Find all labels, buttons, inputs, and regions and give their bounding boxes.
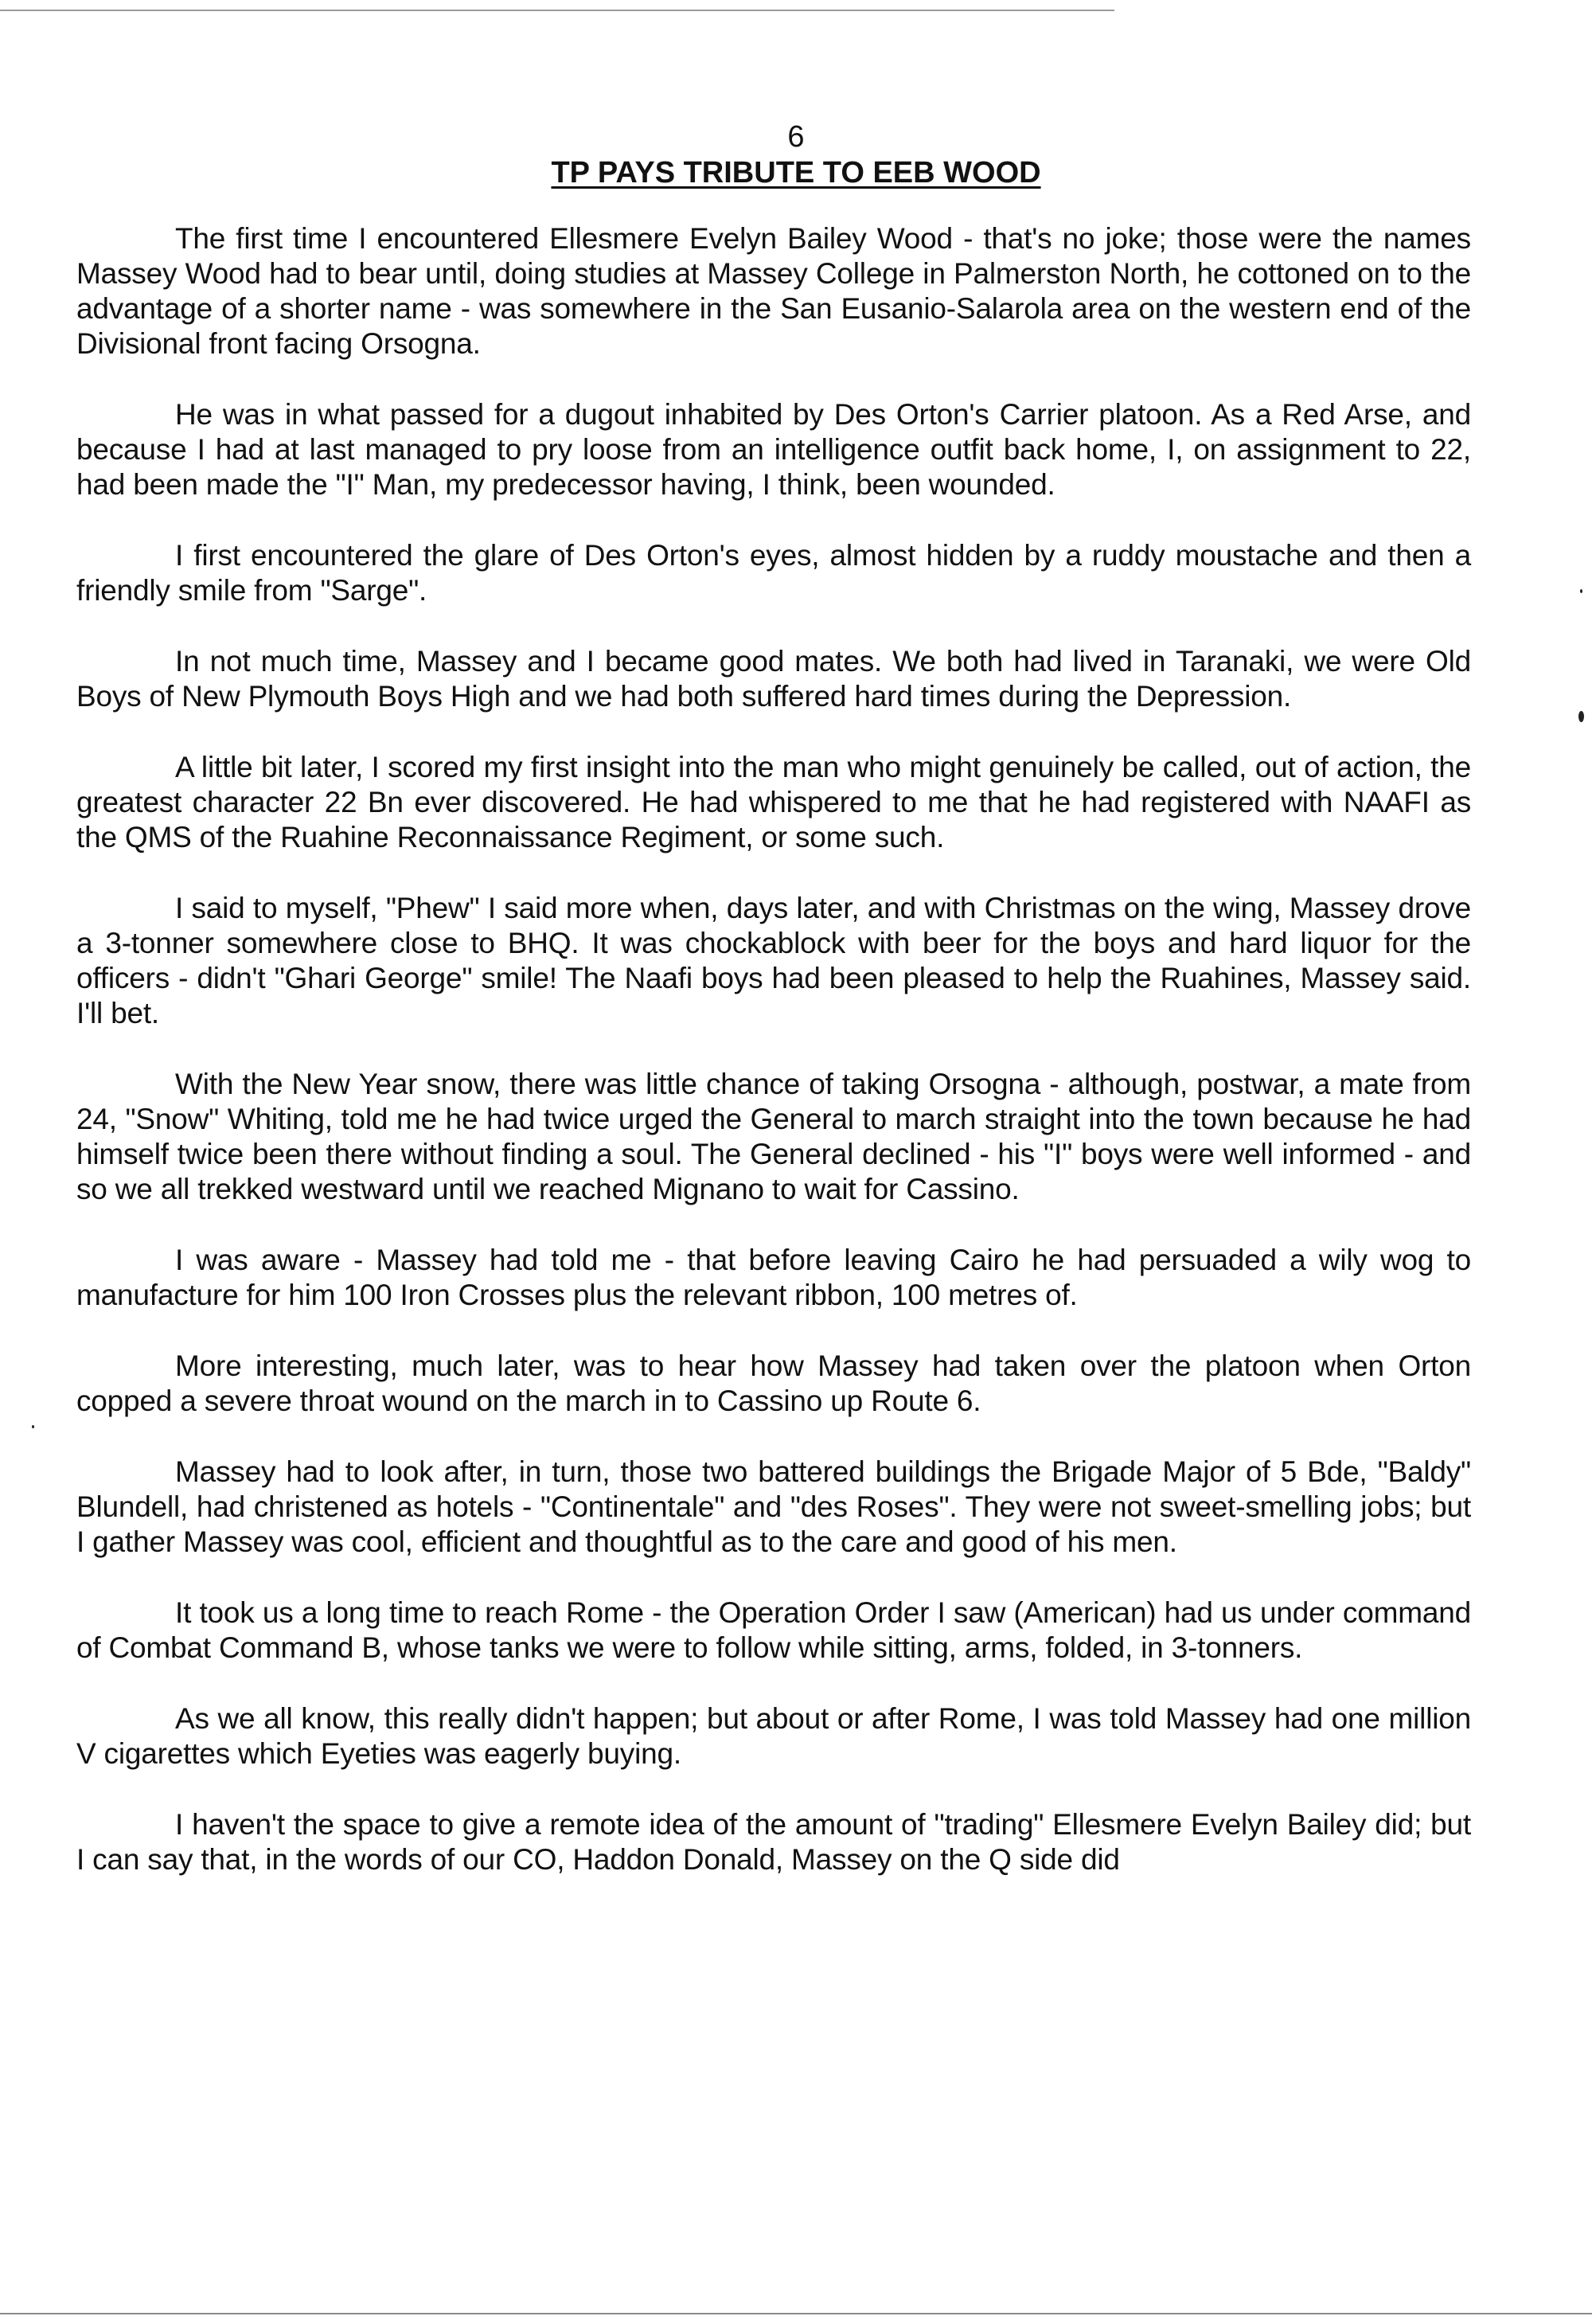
- paragraph: More interesting, much later, was to hear how Massey had taken over the platoon when Orton copped a severe throat wound on the march in to Cassino up Route 6.: [76, 1349, 1471, 1417]
- paragraph: A little bit later, I scored my first insight into the man who might genuinely be called, out of action, the greatest character 22 Bn ever discovered. He had whispered to me that he had registered with NAAFI as the QMS of the Ruahine Reconnaissance Regiment, or some such.: [76, 751, 1471, 853]
- page-title: TP PAYS TRIBUTE TO EEB WOOD: [551, 156, 1041, 189]
- page-number: 6: [787, 120, 805, 154]
- paragraph: I haven't the space to give a remote idea of the amount of "trading" Ellesmere Evelyn Bailey did; but I can say that, in the words of our CO, Haddon Donald, Massey on the Q side did: [76, 1808, 1471, 1876]
- paragraph: Massey had to look after, in turn, those two battered buildings the Brigade Major of 5 Bde, "Baldy" Blundell, had christened as hotels - "Continentale" and "des Roses". They were not sweet-smelling jobs; but I gather Massey was cool, efficient and thoughtful as to the care and good of his men.: [76, 1455, 1471, 1558]
- scan-speck: [1578, 711, 1584, 722]
- scan-speck: [1580, 589, 1582, 593]
- paragraph: As we all know, this really didn't happen; but about or after Rome, I was told Massey had one million V cigarettes which Eyeties was eagerly buying.: [76, 1702, 1471, 1770]
- article-body: [76, 221, 1471, 1913]
- paragraph: In not much time, Massey and I became good mates. We both had lived in Taranaki, we were Old Boys of New Plymouth Boys High and we had both suffered hard times during the Depression.: [76, 645, 1471, 713]
- paragraph: The first time I encountered Ellesmere Evelyn Bailey Wood - that's no joke; those were the names Massey Wood had to bear until, doing studies at Massey College in Palmerston North, he cottoned on to the advantage of a shorter name - was somewhere in the San Eusanio-Salarola area on the western end of the Divisional front facing Orsogna.: [76, 222, 1471, 360]
- scan-edge-top: [0, 10, 1114, 11]
- paragraph: It took us a long time to reach Rome - the Operation Order I saw (American) had us under command of Combat Command B, whose tanks we were to follow while sitting, arms, folded, in 3-tonners.: [76, 1596, 1471, 1664]
- scan-speck: [32, 1425, 34, 1428]
- paragraph: He was in what passed for a dugout inhabited by Des Orton's Carrier platoon. As a Red Arse, and because I had at last managed to pry loose from an intelligence outfit back home, I, on assignment to 22, had been made the "I" Man, my predecessor having, I think, been wounded.: [76, 398, 1471, 501]
- paragraph: I first encountered the glare of Des Orton's eyes, almost hidden by a ruddy moustache and then a friendly smile from "Sarge".: [76, 539, 1471, 607]
- paragraph: I was aware - Massey had told me - that before leaving Cairo he had persuaded a wily wog to manufacture for him 100 Iron Crosses plus the relevant ribbon, 100 metres of.: [76, 1244, 1471, 1311]
- scan-edge-bottom: [0, 2313, 1592, 2314]
- paragraph: I said to myself, "Phew" I said more when, days later, and with Christmas on the wing, Massey drove a 3-tonner somewhere close to BHQ. It was chockablock with beer for the boys and hard liquor for the officers - didn't "Ghari George" smile! The Naafi boys had been pleased to help the Ruahines, Massey said. I'll bet.: [76, 892, 1471, 1029]
- paragraph: With the New Year snow, there was little chance of taking Orsogna - although, postwar, a mate from 24, "Snow" Whiting, told me he had twice urged the General to march straight into the town because he had himself twice been there without finding a soul. The General declined - his "I" boys were well informed - and so we all trekked westward until we reached Mignano to wait for Cassino.: [76, 1068, 1471, 1205]
